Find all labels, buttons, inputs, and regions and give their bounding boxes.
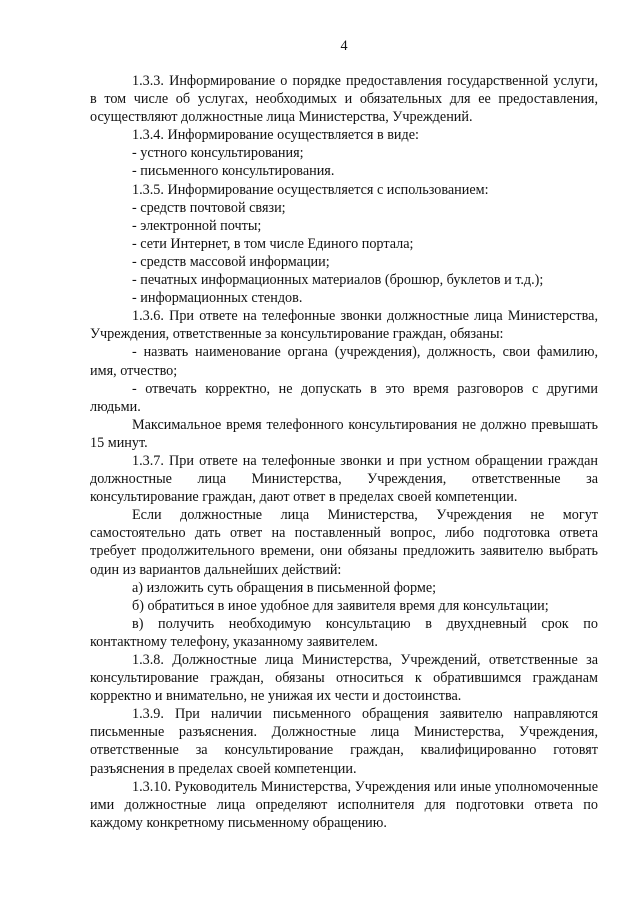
paragraph-max-time: Максимальное время телефонного консультирования не должно превышать 15 минут. <box>90 416 598 451</box>
paragraph-1-3-5: 1.3.5. Информирование осуществляется с использованием: <box>132 181 489 198</box>
list-item: - отвечать корректно, не допускать в это время разговоров с другими людьми. <box>90 380 598 415</box>
document-page <box>90 38 598 832</box>
paragraph-1-3-3: 1.3.3. Информирование о порядке предоставления государственной услуги, в том числе об услугах, необходимых и обязательных для ее предоставления, осуществляют должностные лица Министерства, Учреждений. <box>90 73 598 126</box>
paragraph-1-3-7: 1.3.7. При ответе на телефонные звонки и при устном обращении граждан должностные лица Министерства, Учреждения, ответственные за консультирование граждан, дают ответ в пределах своей компетенции. <box>90 452 598 506</box>
list-item: а) изложить суть обращения в письменной форме; <box>132 579 437 596</box>
paragraph-1-3-10: 1.3.10. Руководитель Министерства, Учреждения или иные уполномоченные ими должностные лица определяют исполнителя для подготовки ответа по каждому конкретному письменному обращению. <box>90 778 598 831</box>
list-item: - печатных информационных материалов (брошюр, буклетов и т.д.); <box>132 272 544 289</box>
list-item: - назвать наименование органа (учреждения), должность, свои фамилию, имя, отчество; <box>90 344 598 379</box>
list-item: - письменного консультирования. <box>132 163 335 180</box>
list-item: б) обратиться в иное удобное для заявителя время для консультации; <box>132 597 549 614</box>
list-item: - сети Интернет, в том числе Единого портала; <box>132 235 414 252</box>
paragraph-1-3-9: 1.3.9. При наличии письменного обращения заявителю направляются письменные разъяснения. Должностные лица Министерства, Учреждения, ответственные за консультирование граждан, квалифицированно готовят разъяснения в пределах своей компетенции. <box>90 706 598 777</box>
paragraph-if-unable: Если должностные лица Министерства, Учреждения не могут самостоятельно дать ответ на поставленный вопрос, либо подготовка ответа требует продолжительного времени, они обязаны предложить заявителю выбрать один из вариантов дальнейших действий: <box>90 507 598 578</box>
list-item: - устного консультирования; <box>132 145 304 162</box>
list-item: - информационных стендов. <box>132 290 303 307</box>
paragraph-1-3-8: 1.3.8. Должностные лица Министерства, Учреждений, ответственные за консультирование граждан, обязаны относиться к обратившимся гражданам корректно и внимательно, не унижая их чести и достоинства. <box>90 652 598 705</box>
paragraph-1-3-4: 1.3.4. Информирование осуществляется в виде: <box>132 127 419 144</box>
list-item: - электронной почты; <box>132 217 262 234</box>
page-number: 4 <box>340 38 348 54</box>
paragraph-1-3-6: 1.3.6. При ответе на телефонные звонки должностные лица Министерства, Учреждения, ответственные за консультирование граждан, обязаны: <box>90 308 598 343</box>
list-item: - средств почтовой связи; <box>132 199 286 216</box>
list-item: - средств массовой информации; <box>132 253 330 270</box>
list-item: в) получить необходимую консультацию в двухдневный срок по контактному телефону, указанному заявителем. <box>90 615 598 650</box>
